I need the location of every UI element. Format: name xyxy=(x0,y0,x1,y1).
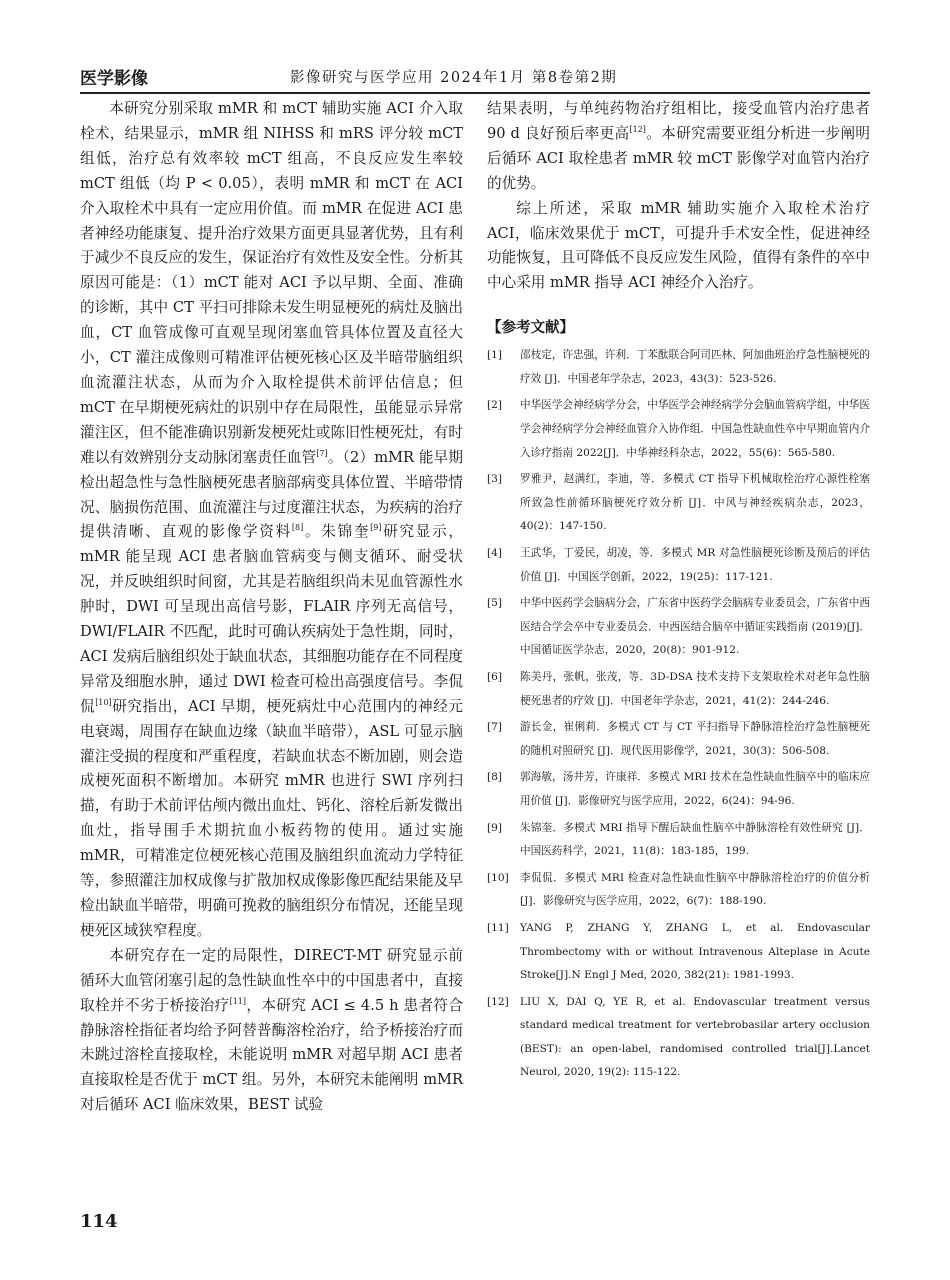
body-paragraph: 结果表明，与单纯药物治疗组相比，接受血管内治疗患者 90 d 良好预后率更高[12]。本研究需要亚组分析进一步阐明后循环 ACI 取栓患者 mMR 较 mCT 影像学对血管内治疗的优势。 xyxy=(487,100,870,192)
citation[interactable]: [7] xyxy=(316,448,328,458)
reference-item xyxy=(487,394,870,465)
reference-text: 王武华，丁爱民，胡凌，等．多模式 MR 对急性脑梗死诊断及预后的评估价值 [J]．中国医学创新，2022，19(25)：117-121. xyxy=(520,547,870,583)
reference-number: [8] xyxy=(487,771,503,784)
reference-number: [7] xyxy=(487,721,503,734)
references-heading: 【参考文献】 xyxy=(487,320,574,337)
reference-item xyxy=(487,991,870,1085)
reference-item xyxy=(487,917,870,988)
reference-number: [1] xyxy=(487,349,503,362)
citation[interactable]: [12] xyxy=(629,125,646,135)
citation[interactable]: [8] xyxy=(291,523,304,533)
right-column xyxy=(487,97,870,1088)
citation[interactable]: [9] xyxy=(370,523,382,533)
reference-text: 罗雅尹，赵满红，李迪，等．多模式 CT 指导下机械取栓治疗心源性栓塞所致急性前循环脑梗死疗效分析 [J]．中风与神经疾病杂志，2023，40(2)：147-150. xyxy=(520,473,870,533)
citation[interactable]: [10] xyxy=(95,697,112,707)
reference-number: [5] xyxy=(487,597,503,610)
reference-text: 朱锦奎．多模式 MRI 指导下醒后缺血性脑卒中静脉溶栓有效性研究 [J]．中国医药科学，2021，11(8)：183-185，199. xyxy=(520,821,870,858)
conclusion-paragraph: 综上所述，采取 mMR 辅助实施介入取栓术治疗 ACI，临床效果优于 mCT，可提升手术安全性，促进神经功能恢复，且可降低不良反应发生风险，值得有条件的卒中中心采用 mMR 指导 ACI 神经介入治疗。 xyxy=(487,199,870,292)
reference-list xyxy=(487,344,870,1085)
reference-item xyxy=(487,542,870,589)
reference-number: [6] xyxy=(487,670,503,683)
running-header xyxy=(80,62,870,94)
reference-item xyxy=(487,867,870,914)
reference-number: [10] xyxy=(487,871,509,884)
reference-number: [12] xyxy=(487,995,509,1008)
reference-number: [3] xyxy=(487,473,503,486)
left-column xyxy=(80,97,463,1118)
reference-item xyxy=(487,766,870,813)
reference-text: YANG P, ZHANG Y, ZHANG L, et al. Endovascular Thrombectomy with or without Intravenous Alteplase in Acute Stroke[J].N Engl J Med, 2020, 382(21): 1981-1993. xyxy=(520,921,870,982)
reference-item xyxy=(487,716,870,763)
reference-item xyxy=(487,817,870,864)
reference-number: [4] xyxy=(487,547,503,559)
reference-text: LIU X, DAI Q, YE R, et al. Endovascular treatment versus standard medical treatment for vertebrobasilar artery occlusion (BEST): an open-label, randomised controlled trial[J].Lancet Neurol, 2020, 19(2): 115-122. xyxy=(520,995,870,1079)
reference-text: 陈美丹，张帆，张茂，等．3D-DSA 技术支持下支架取栓术对老年急性脑梗死患者的疗效 [J]．中国老年学杂志，2021，41(2)：244-246. xyxy=(520,670,870,707)
citation[interactable]: [11] xyxy=(229,996,246,1006)
section-label: 医学影像 xyxy=(80,69,148,89)
reference-number: [2] xyxy=(487,399,503,412)
reference-text: 中华医学会神经病学分会，中华医学会神经病学分会脑血管病学组，中华医学会神经病学分会神经血管介入协作组．中国急性缺血性卒中早期血管内介入诊疗指南 2022[J]．中华神经科杂志，2022，55(6)：565-580. xyxy=(520,399,870,459)
reference-item xyxy=(487,468,870,539)
body-paragraph: 本研究存在一定的局限性，DIRECT-MT 研究显示前循环大血管闭塞引起的急性缺血性卒中的中国患者中，直接取栓并不劣于桥接治疗[11]，本研究 ACI ≤ 4.5 h 患者符合静脉溶栓指征者均给予阿替普酶溶栓治疗，给予桥接治疗而未跳过溶栓直接取栓，未能说明 mMR 对超早期 ACI 患者直接取栓是否优于 mCT 组。另外，本研究未能阐明 mMR 对后循环 ACI 临床效果，BEST 试验 xyxy=(80,946,463,1114)
reference-text: 郭海敏，汤井芳，许康祥．多模式 MRI 技术在急性缺血性脑卒中的临床应用价值 [J]．影像研究与医学应用，2022，6(24)：94-96. xyxy=(520,771,870,807)
reference-number: [11] xyxy=(487,921,509,934)
reference-number: [9] xyxy=(487,821,503,834)
reference-item xyxy=(487,666,870,713)
reference-text: 游长金，崔俐莉．多模式 CT 与 CT 平扫指导下静脉溶栓治疗急性脑梗死的随机对照研究 [J]．现代医用影像学，2021，30(3)：506-508. xyxy=(520,721,870,757)
reference-text: 中华中医药学会脑病分会，广东省中医药学会脑病专业委员会，广东省中西医结合学会卒中专业委员会．中西医结合脑卒中循证实践指南 (2019)[J]．中国循证医学杂志，2020，20(8)：901-912. xyxy=(520,597,870,657)
page-number: 114 xyxy=(80,1211,118,1232)
reference-text: 邵枝定，许忠强，许利．丁苯酞联合阿司匹林、阿加曲班治疗急性脑梗死的疗效 [J]．中国老年学杂志，2023，43(3)：523-526. xyxy=(520,349,870,385)
reference-text: 李侃侃．多模式 MRI 检查对急性缺血性脑卒中静脉溶栓治疗的价值分析 [J]．影像研究与医学应用，2022，6(7)：188-190. xyxy=(520,871,870,908)
reference-item xyxy=(487,592,870,663)
journal-info: 影像研究与医学应用 2024年1月 第8卷第2期 xyxy=(290,70,618,86)
reference-item xyxy=(487,344,870,391)
body-paragraph: 本研究分别采取 mMR 和 mCT 辅助实施 ACI 介入取栓术，结果显示，mMR 组 NIHSS 和 mRS 评分较 mCT 组低，治疗总有效率较 mCT 组高，不良反应发生率较 mCT 组低（均 P < 0.05），表明 mMR 和 mCT 在 ACI 介入取栓术中具有一定应用价值。而 mMR 在促进 ACI 患者神经功能康复、提升治疗效果方面更具显著优势，且有利于减少不良反应的发生，保证治疗有效性及安全性。分析其原因可能是：（1）mCT 能对 ACI 予以早期、全面、准确的诊断，其中 CT 平扫可排除未发生明显梗死的病灶及脑出血，CT 血管成像可直观呈现闭塞血管具体位置及直径大小，CT 灌注成像则可精准评估梗死核心区及半暗带脑组织血流灌注状态，从而为介入取栓提供术前评估信息；但 mCT 在早期梗死病灶的识别中存在局限性，虽能显示异常灌注区，但不能准确识别新发梗死灶或陈旧性梗死灶，有时难以有效辨别分支动脉闭塞责任血管[7]。（2）mMR 能早期检出超急性与急性脑梗死患者脑部病变具体位置、半暗带情况、脑损伤范围、血流灌注与过度灌注状态，为疾病的治疗提供清晰、直观的影像学资料[8]。朱锦奎[9]研究显示，mMR 能呈现 ACI 患者脑血管病变与侧支循环、耐受状况，并反映组织时间窗，尤其是若脑组织尚未见血管源性水肿时，DWI 可呈现出高信号影，FLAIR 序列无高信号，DWI/FLAIR 不匹配，此时可确认疾病处于急性期，同时，ACI 发病后脑组织处于缺血状态，其细胞功能存在不同程度异常及细胞水肿，通过 DWI 检查可检出高强度信号。李侃侃[10]研究指出，ACI 早期，梗死病灶中心范围内的神经元电衰竭，周围存在缺血边缘（缺血半暗带），ASL 可显示脑灌注受损的程度和严重程度，若缺血状态不断加剧，则会造成梗死面积不断增加。本研究 mMR 也进行 SWI 序列扫描，有助于术前评估颅内微出血灶、钙化、溶栓后新发微出血灶，指导围手术期抗血小板药物的使用。通过实施 mMR，可精准定位梗死核心范围及脑组织血流动力学特征等，参照灌注加权成像与扩散加权成像影像匹配结果能及早检出缺血半暗带，明确可挽救的脑组织分布情况，还能呈现梗死区域狭窄程度。 xyxy=(80,100,463,939)
